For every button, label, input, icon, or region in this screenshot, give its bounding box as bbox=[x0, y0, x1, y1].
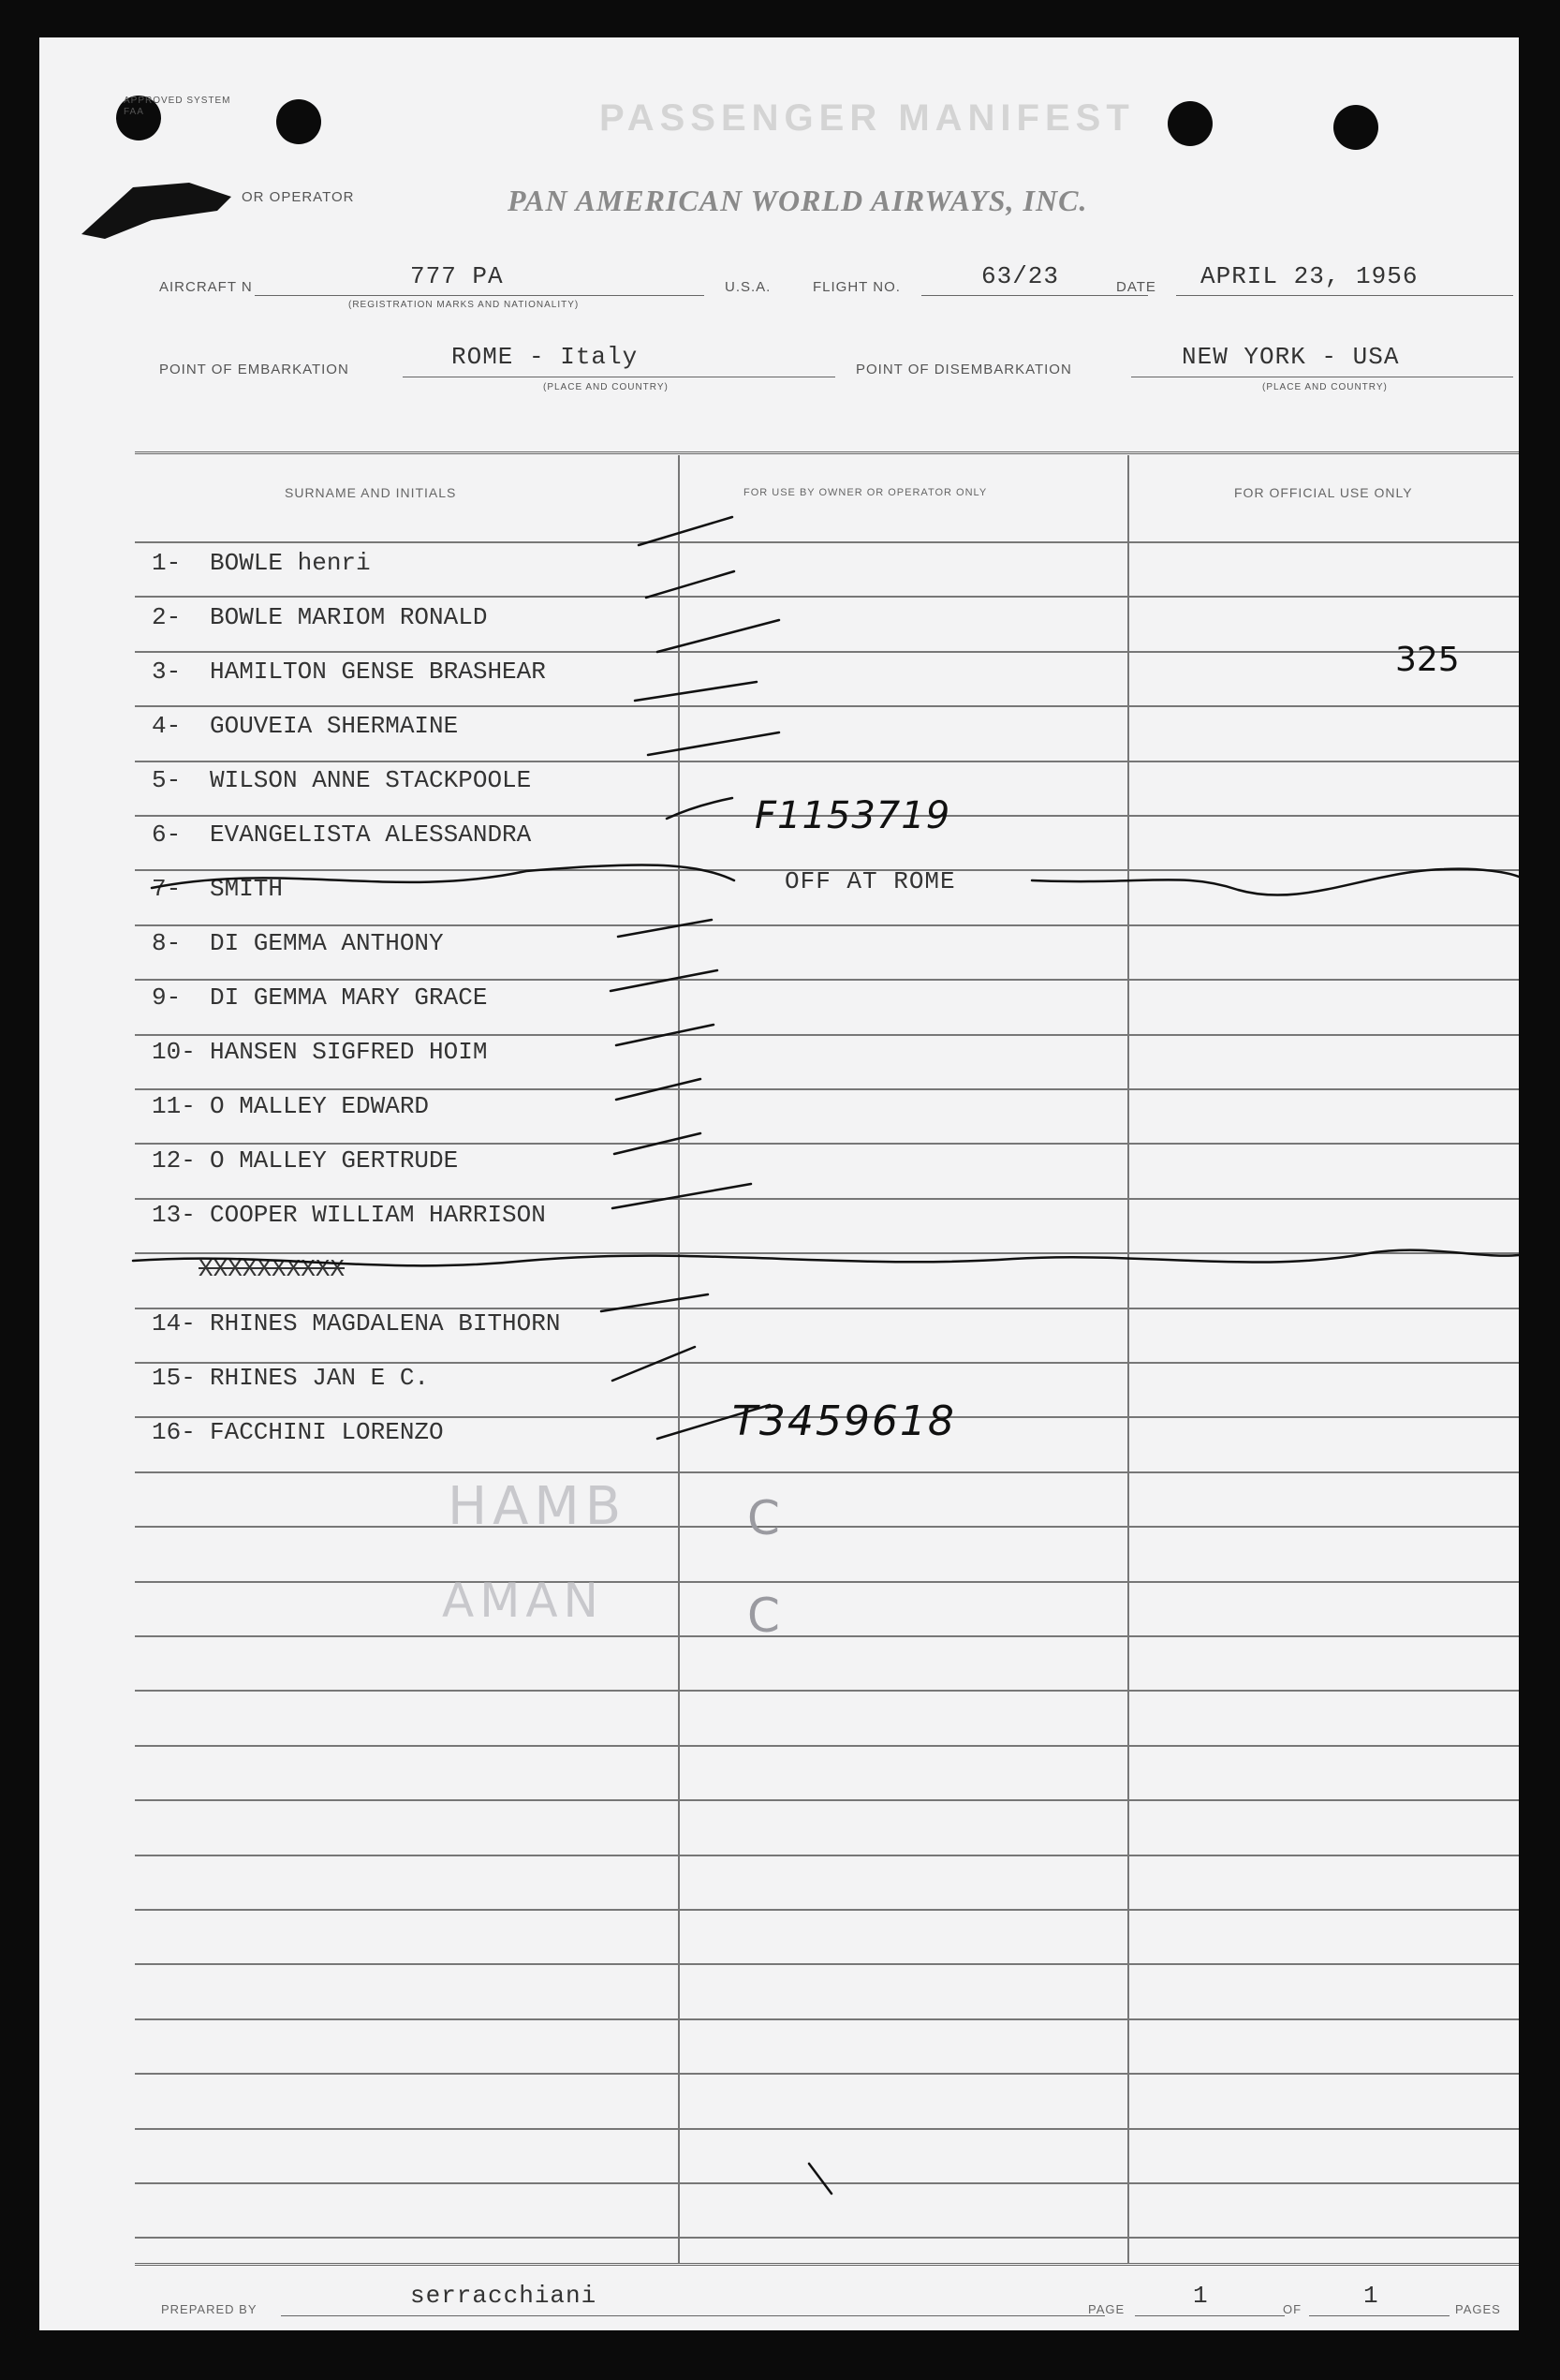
check-mark bbox=[648, 732, 779, 755]
page-label: PAGE bbox=[1088, 2302, 1126, 2316]
off-at-rome-note: OFF AT ROME bbox=[785, 867, 956, 895]
passenger-number: 11- bbox=[152, 1092, 196, 1120]
column-header-names: SURNAME AND INITIALS bbox=[285, 485, 457, 500]
passenger-number: 5- bbox=[152, 766, 182, 794]
passenger-number: 9- bbox=[152, 983, 182, 1012]
check-mark bbox=[639, 517, 732, 545]
pen-marks bbox=[39, 37, 1519, 2330]
check-mark bbox=[657, 1405, 770, 1439]
date-label: DATE bbox=[1116, 279, 1156, 295]
passenger-number: 4- bbox=[152, 712, 182, 740]
flight-value: 63/23 bbox=[981, 262, 1060, 290]
ticket-number-6: F1153719 bbox=[755, 794, 951, 837]
strike-line-7 bbox=[152, 865, 1519, 894]
operator-label: OR OPERATOR bbox=[242, 189, 355, 205]
check-mark bbox=[614, 1133, 700, 1154]
passenger-name: DI GEMMA MARY GRACE bbox=[210, 983, 488, 1012]
of-underline bbox=[1309, 2315, 1450, 2316]
passenger-name: SMITH bbox=[210, 875, 284, 903]
passenger-name: BOWLE MARIOM RONALD bbox=[210, 603, 488, 631]
official-number: 325 bbox=[1395, 641, 1460, 679]
check-mark bbox=[601, 1294, 708, 1311]
passenger-number: 8- bbox=[152, 929, 182, 957]
passenger-name: RHINES JAN E C. bbox=[210, 1364, 430, 1392]
page-title: PASSENGER MANIFEST bbox=[599, 97, 1135, 139]
passenger-name: WILSON ANNE STACKPOOLE bbox=[210, 766, 532, 794]
airline-name: PAN AMERICAN WORLD AIRWAYS, INC. bbox=[508, 184, 1088, 217]
passenger-name: XXXXXXXXXX bbox=[199, 1255, 346, 1283]
passenger-name: FACCHINI LORENZO bbox=[210, 1418, 444, 1446]
check-mark bbox=[657, 620, 779, 652]
check-mark bbox=[646, 571, 734, 598]
of-label: OF bbox=[1283, 2302, 1302, 2316]
passenger-number: 15- bbox=[152, 1364, 196, 1392]
disembark-label: POINT OF DISEMBARKATION bbox=[856, 362, 1072, 377]
table-bottom-rule bbox=[135, 2263, 1519, 2266]
prepared-value: serracchiani bbox=[410, 2282, 597, 2310]
faint-handwriting-c1: C bbox=[747, 1491, 780, 1545]
passenger-name: BOWLE henri bbox=[210, 549, 371, 577]
check-mark bbox=[611, 970, 717, 991]
column-header-owner: FOR USE BY OWNER OR OPERATOR ONLY bbox=[743, 487, 988, 498]
check-mark bbox=[667, 798, 732, 819]
passenger-number: 14- bbox=[152, 1309, 196, 1338]
passenger-name: HAMILTON GENSE BRASHEAR bbox=[210, 658, 546, 686]
check-mark bbox=[612, 1184, 751, 1208]
of-value: 1 bbox=[1363, 2282, 1379, 2310]
passenger-name: O MALLEY EDWARD bbox=[210, 1092, 430, 1120]
check-mark bbox=[635, 682, 757, 701]
embark-value: ROME - Italy bbox=[451, 343, 639, 371]
faint-handwriting-1: HAMB bbox=[448, 1476, 627, 1537]
faint-handwriting-c2: C bbox=[747, 1589, 780, 1643]
usa-label: U.S.A. bbox=[725, 279, 772, 295]
ticket-number-16: T3459618 bbox=[732, 1397, 956, 1445]
passenger-number: 1- bbox=[152, 549, 182, 577]
passenger-number: 12- bbox=[152, 1146, 196, 1175]
faint-handwriting-2: AMAN bbox=[442, 1574, 604, 1628]
passenger-number: 7- bbox=[152, 875, 182, 903]
pages-label: PAGES bbox=[1455, 2302, 1501, 2316]
passenger-number: 16- bbox=[152, 1418, 196, 1446]
aircraft-sublabel: (REGISTRATION MARKS AND NATIONALITY) bbox=[348, 300, 580, 310]
date-value: APRIL 23, 1956 bbox=[1200, 262, 1419, 290]
page-value: 1 bbox=[1193, 2282, 1209, 2310]
embark-sublabel: (PLACE AND COUNTRY) bbox=[543, 382, 669, 392]
pen-tick bbox=[809, 2164, 832, 2194]
passenger-number: 3- bbox=[152, 658, 182, 686]
aircraft-value: 777 PA bbox=[410, 262, 504, 290]
prepared-underline bbox=[281, 2315, 1105, 2316]
page-underline bbox=[1135, 2315, 1285, 2316]
check-mark bbox=[616, 1025, 714, 1045]
passenger-name: DI GEMMA ANTHONY bbox=[210, 929, 444, 957]
passenger-name: EVANGELISTA ALESSANDRA bbox=[210, 820, 532, 849]
strike-line-blank bbox=[133, 1250, 1519, 1266]
prepared-label: PREPARED BY bbox=[161, 2302, 258, 2316]
disembark-sublabel: (PLACE AND COUNTRY) bbox=[1262, 382, 1388, 392]
passenger-name: COOPER WILLIAM HARRISON bbox=[210, 1201, 546, 1229]
passenger-name: RHINES MAGDALENA BITHORN bbox=[210, 1309, 561, 1338]
disembark-value: NEW YORK - USA bbox=[1182, 343, 1400, 371]
passenger-name: O MALLEY GERTRUDE bbox=[210, 1146, 459, 1175]
column-header-official: FOR OFFICIAL USE ONLY bbox=[1234, 485, 1413, 500]
approved-stamp: APPROVED SYSTEM FAA bbox=[124, 96, 231, 117]
passenger-name: GOUVEIA SHERMAINE bbox=[210, 712, 459, 740]
passenger-number: 13- bbox=[152, 1201, 196, 1229]
aircraft-label: AIRCRAFT N bbox=[159, 279, 253, 295]
passenger-number: 6- bbox=[152, 820, 182, 849]
manifest-sheet bbox=[39, 37, 1519, 2330]
passenger-number: 2- bbox=[152, 603, 182, 631]
check-mark bbox=[616, 1079, 700, 1100]
check-mark bbox=[612, 1347, 695, 1381]
embark-label: POINT OF EMBARKATION bbox=[159, 362, 349, 377]
passenger-number: 10- bbox=[152, 1038, 196, 1066]
check-mark bbox=[618, 920, 712, 937]
passenger-name: HANSEN SIGFRED HOIM bbox=[210, 1038, 488, 1066]
flight-label: FLIGHT NO. bbox=[813, 279, 901, 295]
